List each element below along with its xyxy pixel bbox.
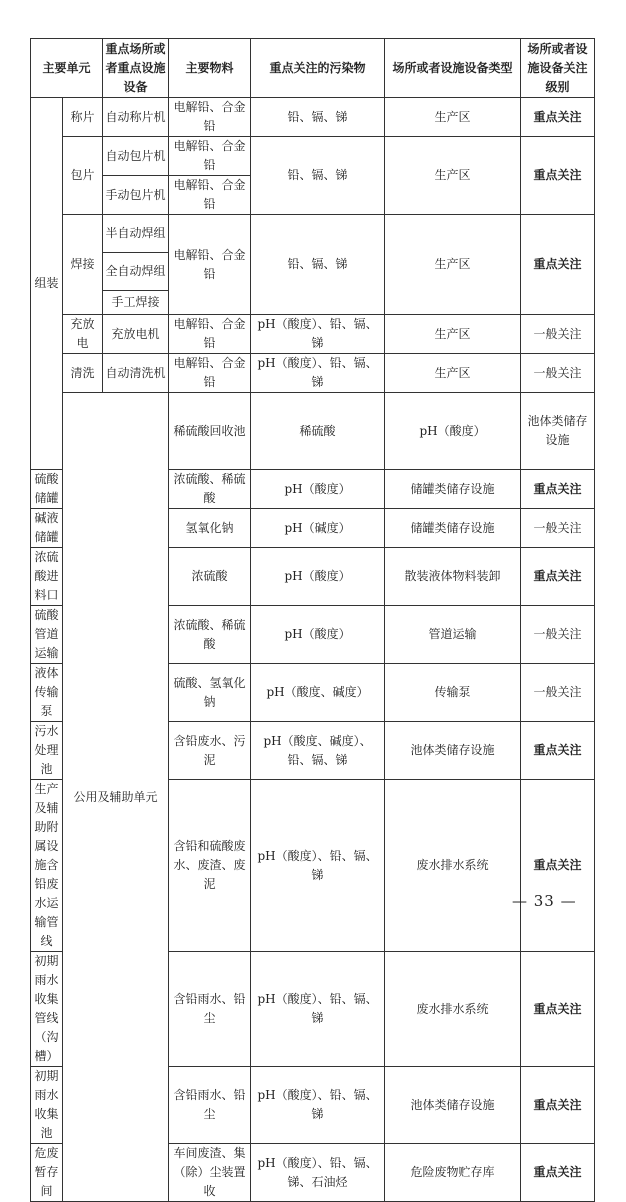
header-materials: 主要物料 <box>169 39 251 98</box>
pollutants-cell: pH（酸度） <box>251 606 385 664</box>
facility-cell: 初期雨水收集管线（沟槽） <box>31 952 63 1067</box>
materials-cell: 硫酸、氢氧化钠 <box>169 664 251 722</box>
table-row <box>31 137 595 176</box>
page-number: — 33 — <box>512 892 577 910</box>
materials-cell: 电解铅、合金铅 <box>169 176 251 215</box>
materials-cell: 含铅雨水、铅尘 <box>169 1067 251 1144</box>
level-cell: 重点关注 <box>521 722 595 780</box>
materials-cell: 电解铅、合金铅 <box>169 137 251 176</box>
materials-cell: 浓硫酸、稀硫酸 <box>169 606 251 664</box>
materials-cell: 含铅废水、污泥 <box>169 722 251 780</box>
pollutants-cell: pH（酸度） <box>385 393 521 470</box>
type-cell: 池体类储存设施 <box>385 722 521 780</box>
facility-cell: 充放电机 <box>103 315 169 354</box>
level-cell: 一般关注 <box>521 606 595 664</box>
table-row <box>31 215 595 253</box>
level-cell: 重点关注 <box>521 98 595 137</box>
type-cell: 池体类储存设施 <box>521 393 595 470</box>
pollution-facility-table <box>30 38 595 1202</box>
type-cell: 传输泵 <box>385 664 521 722</box>
pollutants-cell: pH（酸度）、铅、镉、锑 <box>251 780 385 952</box>
table-row <box>31 354 595 393</box>
level-cell: 一般关注 <box>521 664 595 722</box>
header-unit: 主要单元 <box>31 39 103 98</box>
pollutants-cell: 铅、镉、锑 <box>251 215 385 315</box>
type-cell: 散装液体物料装卸 <box>385 548 521 606</box>
type-cell: 生产区 <box>385 354 521 393</box>
level-cell: 一般关注 <box>521 315 595 354</box>
pollutants-cell: pH（酸度、碱度） <box>251 664 385 722</box>
table-row <box>31 393 595 470</box>
type-cell: 危险废物贮存库 <box>385 1144 521 1202</box>
level-cell: 一般关注 <box>521 509 595 548</box>
materials-cell: 浓硫酸 <box>169 548 251 606</box>
facility-cell: 碱液储罐 <box>31 509 63 548</box>
subunit-cell: 清洗 <box>63 354 103 393</box>
materials-cell: 电解铅、合金铅 <box>169 98 251 137</box>
facility-cell: 稀硫酸回收池 <box>169 393 251 470</box>
facility-cell: 手工焊接 <box>103 291 169 315</box>
pollutants-cell: pH（酸度）、铅、镉、锑 <box>251 952 385 1067</box>
facility-cell: 硫酸储罐 <box>31 470 63 509</box>
facility-cell: 生产及辅助附属设施含铅废水运输管线 <box>31 780 63 952</box>
level-cell: 重点关注 <box>521 1067 595 1144</box>
facility-cell: 全自动焊组 <box>103 253 169 291</box>
type-cell: 生产区 <box>385 98 521 137</box>
level-cell: 一般关注 <box>521 354 595 393</box>
materials-cell: 含铅和硫酸废水、废渣、废泥 <box>169 780 251 952</box>
subunit-cell: 包片 <box>63 137 103 215</box>
level-cell: 重点关注 <box>521 548 595 606</box>
facility-cell: 初期雨水收集池 <box>31 1067 63 1144</box>
unit-cell-utility: 公用及辅助单元 <box>63 393 169 1202</box>
type-cell: 池体类储存设施 <box>385 1067 521 1144</box>
materials-cell: 氢氧化钠 <box>169 509 251 548</box>
type-cell: 废水排水系统 <box>385 952 521 1067</box>
materials-cell: 稀硫酸 <box>251 393 385 470</box>
type-cell: 废水排水系统 <box>385 780 521 952</box>
header-facility: 重点场所或者重点设施设备 <box>103 39 169 98</box>
pollutants-cell: 铅、镉、锑 <box>251 137 385 215</box>
facility-cell: 污水处理池 <box>31 722 63 780</box>
type-cell: 储罐类储存设施 <box>385 509 521 548</box>
header-level: 场所或者设施设备关注级别 <box>521 39 595 98</box>
materials-cell: 电解铅、合金铅 <box>169 354 251 393</box>
subunit-cell: 称片 <box>63 98 103 137</box>
facility-cell: 液体传输泵 <box>31 664 63 722</box>
pollutants-cell: pH（碱度） <box>251 509 385 548</box>
level-cell: 重点关注 <box>521 470 595 509</box>
pollutants-cell: pH（酸度）、铅、镉、锑 <box>251 1067 385 1144</box>
materials-cell: 电解铅、合金铅 <box>169 315 251 354</box>
table-row <box>31 315 595 354</box>
materials-cell: 车间废渣、集（除）尘装置收 <box>169 1144 251 1202</box>
facility-cell: 自动清洗机 <box>103 354 169 393</box>
level-cell: 重点关注 <box>521 215 595 315</box>
facility-cell: 浓硫酸进料口 <box>31 548 63 606</box>
header-row <box>31 39 595 98</box>
type-cell: 管道运输 <box>385 606 521 664</box>
pollutants-cell: pH（酸度）、铅、镉、锑、石油烃 <box>251 1144 385 1202</box>
level-cell: 重点关注 <box>521 137 595 215</box>
level-cell: 重点关注 <box>521 1144 595 1202</box>
pollutants-cell: pH（酸度） <box>251 470 385 509</box>
type-cell: 储罐类储存设施 <box>385 470 521 509</box>
header-type: 场所或者设施设备类型 <box>385 39 521 98</box>
facility-cell: 半自动焊组 <box>103 215 169 253</box>
pollutants-cell: pH（酸度） <box>251 548 385 606</box>
facility-cell: 自动称片机 <box>103 98 169 137</box>
facility-cell: 手动包片机 <box>103 176 169 215</box>
materials-cell: 浓硫酸、稀硫酸 <box>169 470 251 509</box>
subunit-cell: 焊接 <box>63 215 103 315</box>
unit-cell-assembly: 组装 <box>31 98 63 470</box>
materials-cell: 含铅雨水、铅尘 <box>169 952 251 1067</box>
subunit-cell: 充放电 <box>63 315 103 354</box>
type-cell: 生产区 <box>385 137 521 215</box>
pollutants-cell: pH（酸度）、铅、镉、锑 <box>251 354 385 393</box>
materials-cell: 电解铅、合金铅 <box>169 215 251 315</box>
type-cell: 生产区 <box>385 215 521 315</box>
header-pollutants: 重点关注的污染物 <box>251 39 385 98</box>
pollutants-cell: pH（酸度、碱度）、铅、镉、锑 <box>251 722 385 780</box>
level-cell: 重点关注 <box>521 780 595 952</box>
facility-cell: 硫酸管道运输 <box>31 606 63 664</box>
facility-cell: 自动包片机 <box>103 137 169 176</box>
table-row <box>31 98 595 137</box>
level-cell: 重点关注 <box>521 952 595 1067</box>
type-cell: 生产区 <box>385 315 521 354</box>
pollutants-cell: 铅、镉、锑 <box>251 98 385 137</box>
pollutants-cell: pH（酸度）、铅、镉、锑 <box>251 315 385 354</box>
facility-cell: 危废暂存间 <box>31 1144 63 1202</box>
